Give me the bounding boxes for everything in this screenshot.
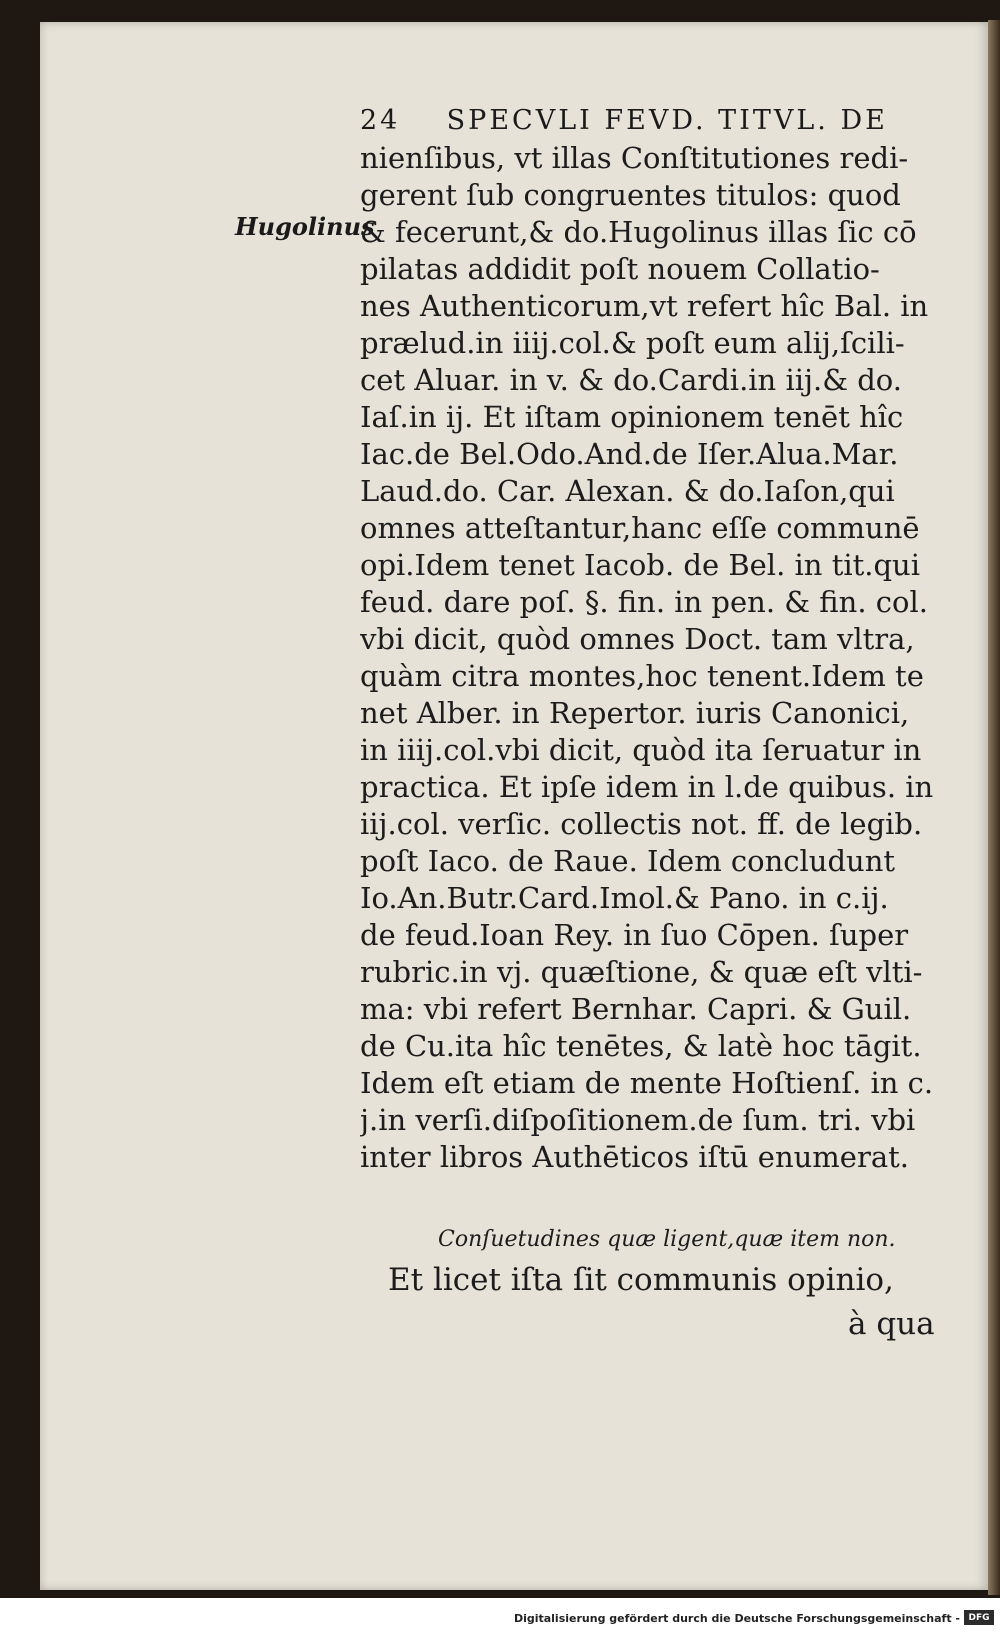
dfg-logo: DFG <box>964 1610 994 1625</box>
footer-bar <box>0 1598 1000 1634</box>
paragraph-start: Et licet iſta ſit communis opinio, <box>388 1262 894 1298</box>
text-line: de Cu.ita hîc tenētes, & latè hoc tāgit. <box>360 1029 922 1063</box>
text-line: prælud.in iiij.col.& poſt eum alij,ſcili- <box>360 326 905 360</box>
text-line: rubric.in vj. quæſtione, & quæ eſt vlti- <box>360 955 923 989</box>
text-line: gerent ſub congruentes titulos: quod <box>360 178 901 212</box>
page-edge <box>988 20 1000 1595</box>
text-line: practica. Et ipſe idem in l.de quibus. in <box>360 770 934 804</box>
body-text <box>360 140 935 1176</box>
text-line: j.in verſi.diſpoſitionem.de ſum. tri. vbi <box>360 1103 916 1137</box>
text-line: nes Authenticorum,vt refert hîc Bal. in <box>360 289 929 323</box>
margin-note: Hugolinus <box>235 212 375 241</box>
text-line: vbi dicit, quòd omnes Doct. tam vltra, <box>360 622 915 656</box>
text-line: Iac.de Bel.Odo.And.de Iſer.Alua.Mar. <box>360 437 899 471</box>
subheading: Conſuetudines quæ ligent,quæ item non. <box>438 1227 896 1252</box>
text-line: Iaſ.in ij. Et iſtam opinionem tenēt hîc <box>360 400 904 434</box>
footer-credit: Digitalisierung gefördert durch die Deutsche Forschungsgemeinschaft - <box>513 1612 960 1625</box>
text-line: iij.col. verſic. collectis not. ff. de legib. <box>360 807 923 841</box>
text-line: nienſibus, vt illas Conſtitutiones redi- <box>360 141 909 175</box>
text-line: in iiij.col.vbi dicit, quòd ita ſeruatur in <box>360 733 922 767</box>
text-line: Laud.do. Car. Alexan. & do.Iaſon,qui <box>360 474 895 508</box>
text-line: net Alber. in Repertor. iuris Canonici, <box>360 696 910 730</box>
text-line: feud. dare poſ. §. fin. in pen. & fin. col. <box>360 585 928 619</box>
running-head: 24 SPECVLI FEVD. TITVL. DE <box>360 105 888 136</box>
text-line: inter libros Authēticos iſtū enumerat. <box>360 1140 909 1174</box>
text-line: opi.Idem tenet Iacob. de Bel. in tit.qui <box>360 548 921 582</box>
catchword: à qua <box>848 1306 935 1342</box>
text-line: cet Aluar. in v. & do.Cardi.in iij.& do. <box>360 363 902 397</box>
text-line: Io.An.Butr.Card.Imol.& Pano. in c.ij. <box>360 881 889 915</box>
text-line: poſt Iaco. de Raue. Idem concludunt <box>360 844 896 878</box>
text-line: ma: vbi refert Bernhar. Capri. & Guil. <box>360 992 912 1026</box>
text-line: pilatas addidit poſt nouem Collatio- <box>360 252 880 286</box>
text-line: omnes atteſtantur,hanc eſſe communē <box>360 511 920 545</box>
text-line: quàm citra montes,hoc tenent.Idem te <box>360 659 924 693</box>
text-line: Idem eſt etiam de mente Hoſtienſ. in c. <box>360 1066 934 1100</box>
text-line: & fecerunt,& do.Hugolinus illas ſic cō <box>360 215 917 249</box>
text-line: de feud.Ioan Rey. in ſuo Cōpen. ſuper <box>360 918 909 952</box>
